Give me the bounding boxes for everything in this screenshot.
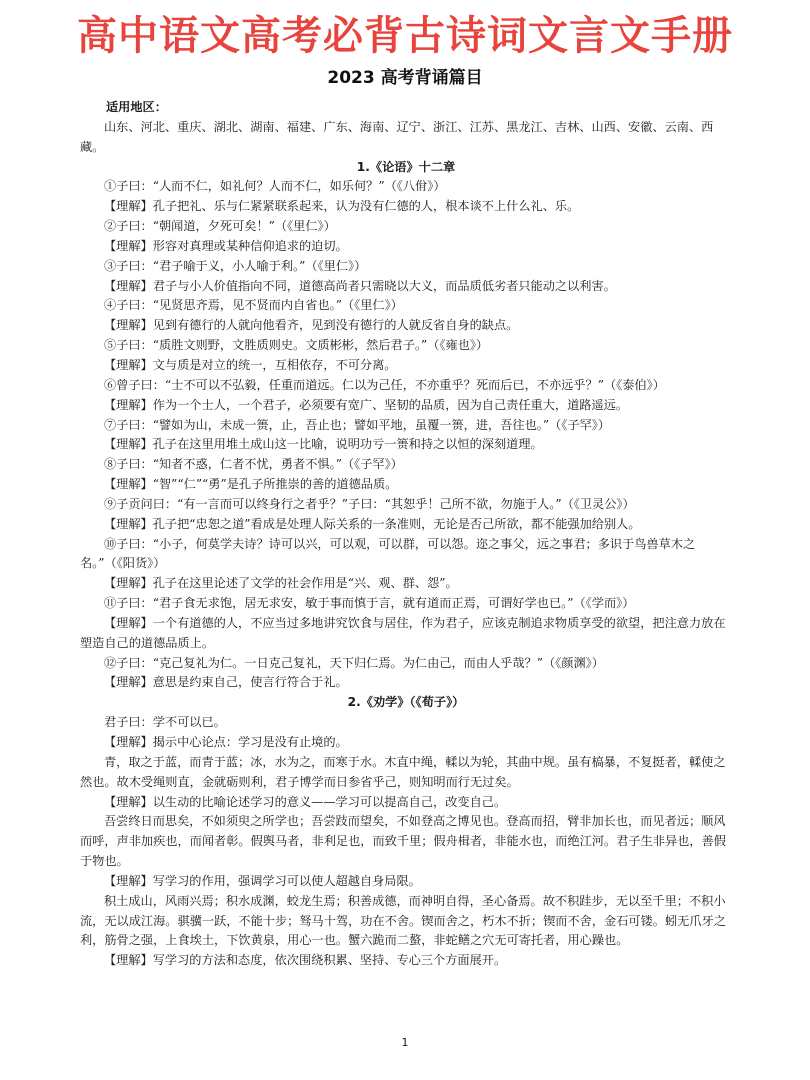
text-line: 青，取之于蓝，而青于蓝；冰，水为之，而寒于水。木直中绳，輮以为轮，其曲中规。虽有槁暴，不复挺者，輮使之然也。故木受绳则直，金就砺则利，君子博学而日参省乎己，则知明而行无过矣。 [80,754,726,789]
text-line: 【理解】形容对真理或某种信仰追求的迫切。 [104,238,348,253]
text-line: ⑨子贡问曰：“有一言而可以终身行之者乎？”子曰：“其恕乎！己所不欲，勿施于人。”（《卫灵公》） [104,496,635,511]
text-line: 【理解】见到有德行的人就向他看齐，见到没有德行的人就反省自身的缺点。 [104,318,519,333]
text-line: 【理解】孔子在这里用堆土成山这一比喻，说明功亏一篑和持之以恒的深刻道理。 [104,437,543,452]
text-line: 【理解】孔子把礼、乐与仁紧紧联系起来，认为没有仁德的人，根本谈不上什么礼、乐。 [104,199,580,214]
text-line: 【理解】文与质是对立的统一，互相依存，不可分离。 [104,357,397,372]
section-title-lunyu: 1.《论语》十二章 [356,159,456,174]
text-line: ⑫子曰：“克己复礼为仁。一日克己复礼，天下归仁焉。为仁由己，而由人乎哉？”（《颜渊》） [104,655,604,670]
text-line: ③子曰：“君子喻于义，小人喻于利。”（《里仁》） [104,258,367,273]
text-line: 【理解】写学习的方法和态度，依次围绕积累、坚持、专心三个方面展开。 [104,953,507,968]
text-line: 【理解】“智”“仁”“勇”是孔子所推崇的善的道德品质。 [104,477,398,492]
text-line: ⑤子曰：“质胜文则野，文胜质则史。文质彬彬，然后君子。”（《雍也》） [104,338,489,353]
text-line: 【理解】一个有道德的人，不应当过多地讲究饮食与居住，作为君子，应该克制追求物质享受的欲望，把注意力放在塑造自己的道德品质上。 [80,615,726,650]
text-line: ②子曰：“朝闻道，夕死可矣！”（《里仁》） [104,219,336,234]
text-line: 【理解】孔子把“忠恕之道”看成是处理人际关系的一条准则，无论是否己所欲，都不能强加给别人。 [104,516,641,531]
text-line: ⑪子曰：“君子食无求饱，居无求安，敏于事而慎于言，就有道而正焉，可谓好学也已。”（《学而》） [104,596,635,611]
text-line: ⑥曾子曰：“士不可以不弘毅，任重而道远。仁以为己任，不亦重乎？死而后已，不亦远乎？”（《泰伯》） [104,377,665,392]
text-line: ⑩子曰：“小子，何莫学夫诗？诗可以兴，可以观，可以群，可以怨。迩之事父，远之事君；多识于鸟兽草木之名。”（《阳货》） [80,536,696,571]
section-title-quanxue: 2.《劝学》（《荀子》） [347,695,465,710]
text-line: 积土成山，风雨兴焉；积水成渊，蛟龙生焉；积善成德，而神明自得，圣心备焉。故不积跬步，无以至千里；不积小流，无以成江海。骐骥一跃，不能十步；驽马十驾，功在不舍。锲而舍之，朽木不折；锲而不舍，金石可镂。蚓无爪牙之利，筋骨之强，上食埃土，下饮黄泉，用心一也。蟹六跪而二螯，非蛇鳝之穴无可寄托者，用心躁也。 [80,893,726,948]
text-line: 【理解】君子与小人价值指向不同，道德高尚者只需晓以大义，而品质低劣者只能动之以利害。 [104,278,616,293]
document-subtitle: 2023 高考背诵篇目 [327,68,483,88]
text-line: 【理解】揭示中心论点：学习是没有止境的。 [104,735,348,749]
text-line: 【理解】作为一个士人，一个君子，必须要有宽广、坚韧的品质，因为自己责任重大，道路遥远。 [104,397,629,412]
text-line: 【理解】以生动的比喻论述学习的意义——学习可以提高自己，改变自己。 [104,794,507,809]
text-line: ④子曰：“见贤思齐焉，见不贤而内自省也。”（《里仁》） [104,298,403,313]
text-line: 君子曰：学不可以已。 [104,715,226,730]
text-line: 【理解】意思是约束自己，使言行符合于礼。 [104,675,348,690]
text-line: ⑦子曰：“譬如为山，未成一篑，止，吾止也；譬如平地，虽覆一篑，进，吾往也。”（《子罕》） [104,417,611,432]
region-list: 山东、河北、重庆、湖北、湖南、福建、广东、海南、辽宁、浙江、江苏、黑龙江、吉林、山西、安徽、云南、西藏。 [80,119,714,154]
page-number: 1 [401,1036,409,1049]
text-line: 吾尝终日而思矣，不如须臾之所学也；吾尝跂而望矣，不如登高之博见也。登高而招，臂非加长也，而见者远；顺风而呼，声非加疾也，而闻者彰。假舆马者，非利足也，而致千里；假舟楫者，非能水也，而绝江河。君子生非异也，善假于物也。 [80,814,726,869]
document-banner-title: 高中语文高考必背古诗词文言文手册 [77,13,733,59]
text-line: 【理解】写学习的作用，强调学习可以使人超越自身局限。 [104,873,421,888]
text-line: ⑧子曰：“知者不惑，仁者不忧，勇者不惧。”（《子罕》） [104,457,403,472]
text-line: ①子曰：“人而不仁，如礼何？人而不仁，如乐何？”（《八佾》） [104,179,446,194]
text-line: 【理解】孔子在这里论述了文学的社会作用是“兴、观、群、怨”。 [104,576,458,591]
document-body [80,98,732,971]
region-label: 适用地区： [106,100,167,114]
